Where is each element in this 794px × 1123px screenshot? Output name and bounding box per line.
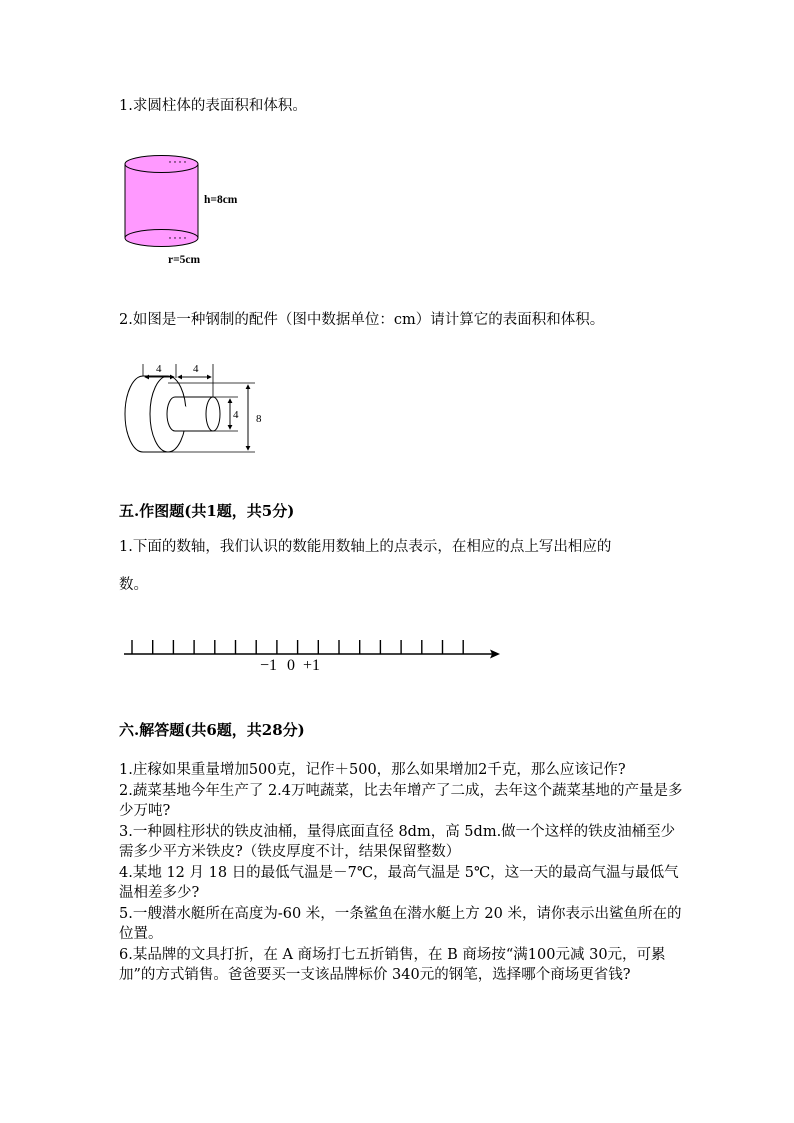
inner-cylinder-face: [206, 397, 220, 431]
dim-left-label: 4: [156, 363, 162, 375]
list-item: 3.一种圆柱形状的铁皮油桶，量得底面直径 8dm，高 5dm.做一个这样的铁皮油桶至少需多少平方米铁皮?（铁皮厚度不计，结果保留整数）: [119, 823, 676, 860]
dim-outer-label: 8: [256, 413, 262, 425]
axis-label-plus-one: +1: [303, 657, 321, 674]
question-part-text: 2.如图是一种钢制的配件（图中数据单位：cm）请计算它的表面积和体积。: [119, 312, 605, 328]
radius-label: r=5cm: [168, 254, 201, 266]
axis-label-minus-one: −1: [260, 657, 278, 674]
steel-part-figure: [120, 358, 280, 466]
list-item: 1.庄稼如果重量增加500克，记作＋500，那么如果增加2千克，那么应该记作?: [119, 762, 626, 778]
section5-title: 五.作图题(共1题，共5分): [119, 502, 295, 520]
list-item: 5.一艘潜水艇所在高度为-60 米，一条鲨鱼在潜水艇上方 20 米，请你表示出鲨鱼所在的位置。: [119, 905, 682, 942]
axis-label-zero: 0: [287, 657, 295, 674]
section5-q1-line1: 1.下面的数轴，我们认识的数能用数轴上的点表示，在相应的点上写出相应的: [119, 539, 612, 555]
cylinder-bottom-ellipse: [125, 230, 198, 247]
cylinder-body: [125, 164, 198, 238]
number-line-figure: [120, 632, 510, 678]
section6-question-list: [119, 760, 689, 986]
list-item: 6.某品牌的文具打折，在 A 商场打七五折销售，在 B 商场按“满100元减 30元，可累加”的方式销售。爸爸要买一支该品牌标价 340元的钢笔，选择哪个商场更省钱?: [119, 946, 666, 983]
number-line-ticks: [132, 640, 463, 654]
dim-right-label: 4: [193, 363, 199, 375]
section6-title: 六.解答题(共6题，共28分): [119, 721, 305, 739]
list-item: 2.蔬菜基地今年生产了 2.4万吨蔬菜，比去年增产了二成，去年这个蔬菜基地的产量是多少万吨?: [119, 782, 683, 819]
cylinder-top-ellipse: [125, 156, 198, 173]
list-item: 4.某地 12 月 18 日的最低气温是－7℃，最高气温是 5℃，这一天的最高气温与最低气温相差多少?: [119, 864, 679, 901]
question-cylinder-text: 1.求圆柱体的表面积和体积。: [119, 98, 307, 114]
cylinder-figure: [118, 150, 258, 270]
dim-inner-label: 4: [233, 409, 239, 421]
height-label: h=8cm: [204, 194, 238, 206]
section5-q1-line2: 数。: [119, 577, 148, 593]
